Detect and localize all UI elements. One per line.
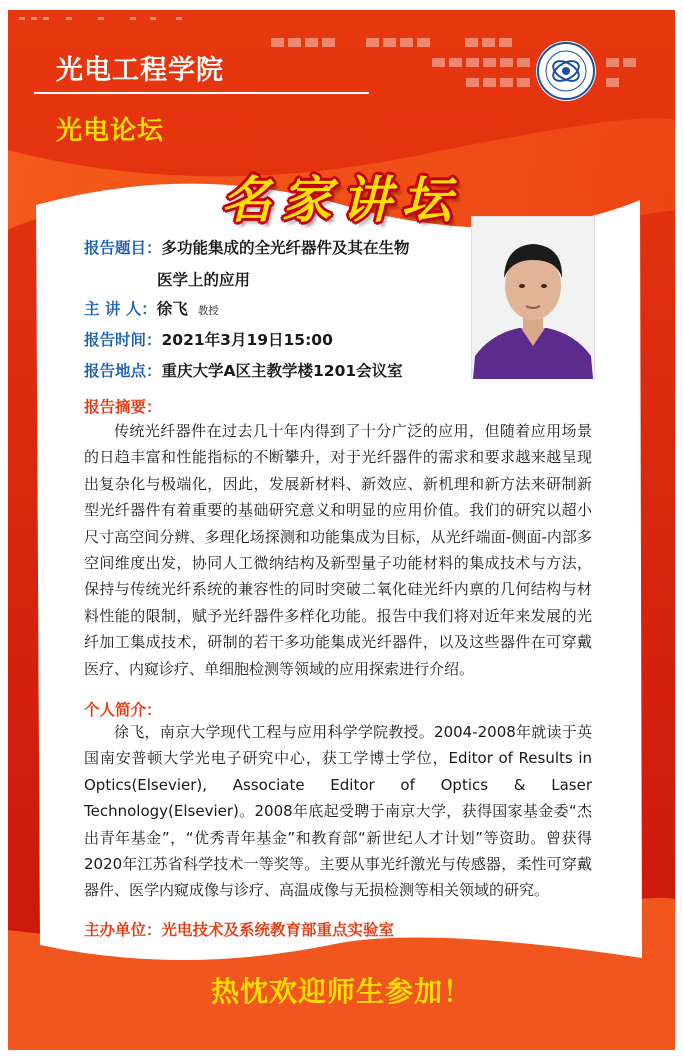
time-value: 2021年3月19日15:00 bbox=[161, 331, 333, 349]
time-row bbox=[84, 330, 333, 350]
forum-name: 光电论坛 bbox=[56, 116, 165, 146]
organizer-label: 主办单位： bbox=[84, 921, 162, 939]
place-row bbox=[84, 361, 403, 381]
welcome-message: 热忱欢迎师生参加！ bbox=[210, 975, 472, 1008]
bio-heading: 个人简介： bbox=[84, 701, 162, 719]
place-value: 重庆大学A区主教学楼1201会议室 bbox=[161, 362, 403, 380]
bio-text: 徐飞，南京大学现代工程与应用科学学院教授。2004-2008年就读于英国南安普顿大学光电子研究中心，获工学博士学位，Editor of Results in Optics(Elsevier), Associate Editor of Optics & Laser Technology(Elsevier)。2008年底起受聘于南京大学，获得国家基金委“杰出青年基金”，“优秀青年基金”和教育部“新世纪人才计划”等资助。曾获得2020年江苏省科学技术一等奖等。主要从事光纤激光与传感器，柔性可穿戴器件、医学内窥成像与诊疗、高温成像与无损检测等相关领域的研究。 bbox=[84, 723, 592, 900]
organizer-row bbox=[84, 918, 394, 940]
time-label: 报告时间： bbox=[84, 331, 162, 349]
abstract-text: 传统光纤器件在过去几十年内得到了十分广泛的应用，但随着应用场景的日趋丰富和性能指标的不断攀升，对于光纤器件的需求和要求越来越呈现出复杂化与极端化，因此，发展新材料、新效应、新机理和新方法来研制新型光纤器件有着重要的基础研究意义和明显的应用价值。我们的研究以超小尺寸高空间分辨、多理化场探测和功能集成为目标，从光纤端面-侧面-内部多空间维度出发，协同人工微纳结构及新型量子功能材料的集成技术与方法，保持与传统光纤系统的兼容性的同时突破二氧化硅光纤内禀的几何结构与材料性能的限制，赋予光纤器件多样化功能。报告中我们将对近年来发展的光纤加工集成技术，研制的若干多功能集成光纤器件，以及这些器件在可穿戴医疗、内窥诊疗、单细胞检测等领域的应用探索进行介绍。 bbox=[84, 422, 592, 678]
poster-title: 名家讲坛 bbox=[221, 170, 462, 229]
topic-text: 多功能集成的全光纤器件及其在生物 bbox=[161, 239, 410, 257]
speaker-title: 教授 bbox=[197, 305, 219, 317]
speaker-name: 徐飞 bbox=[156, 300, 188, 318]
college-name: 光电工程学院 bbox=[56, 55, 224, 86]
speaker-photo bbox=[471, 216, 595, 379]
organizer-name: 光电技术及系统教育部重点实验室 bbox=[161, 921, 395, 939]
topic-line2: 医学上的应用 bbox=[157, 271, 251, 289]
speaker-label: 主 讲 人： bbox=[84, 300, 157, 318]
university-emblem-icon bbox=[535, 40, 597, 102]
speaker-row bbox=[84, 299, 219, 321]
place-label: 报告地点： bbox=[84, 362, 162, 380]
abstract-heading: 报告摘要： bbox=[84, 398, 162, 416]
topic-label: 报告题目： bbox=[84, 239, 162, 257]
topic-line1 bbox=[84, 238, 410, 258]
